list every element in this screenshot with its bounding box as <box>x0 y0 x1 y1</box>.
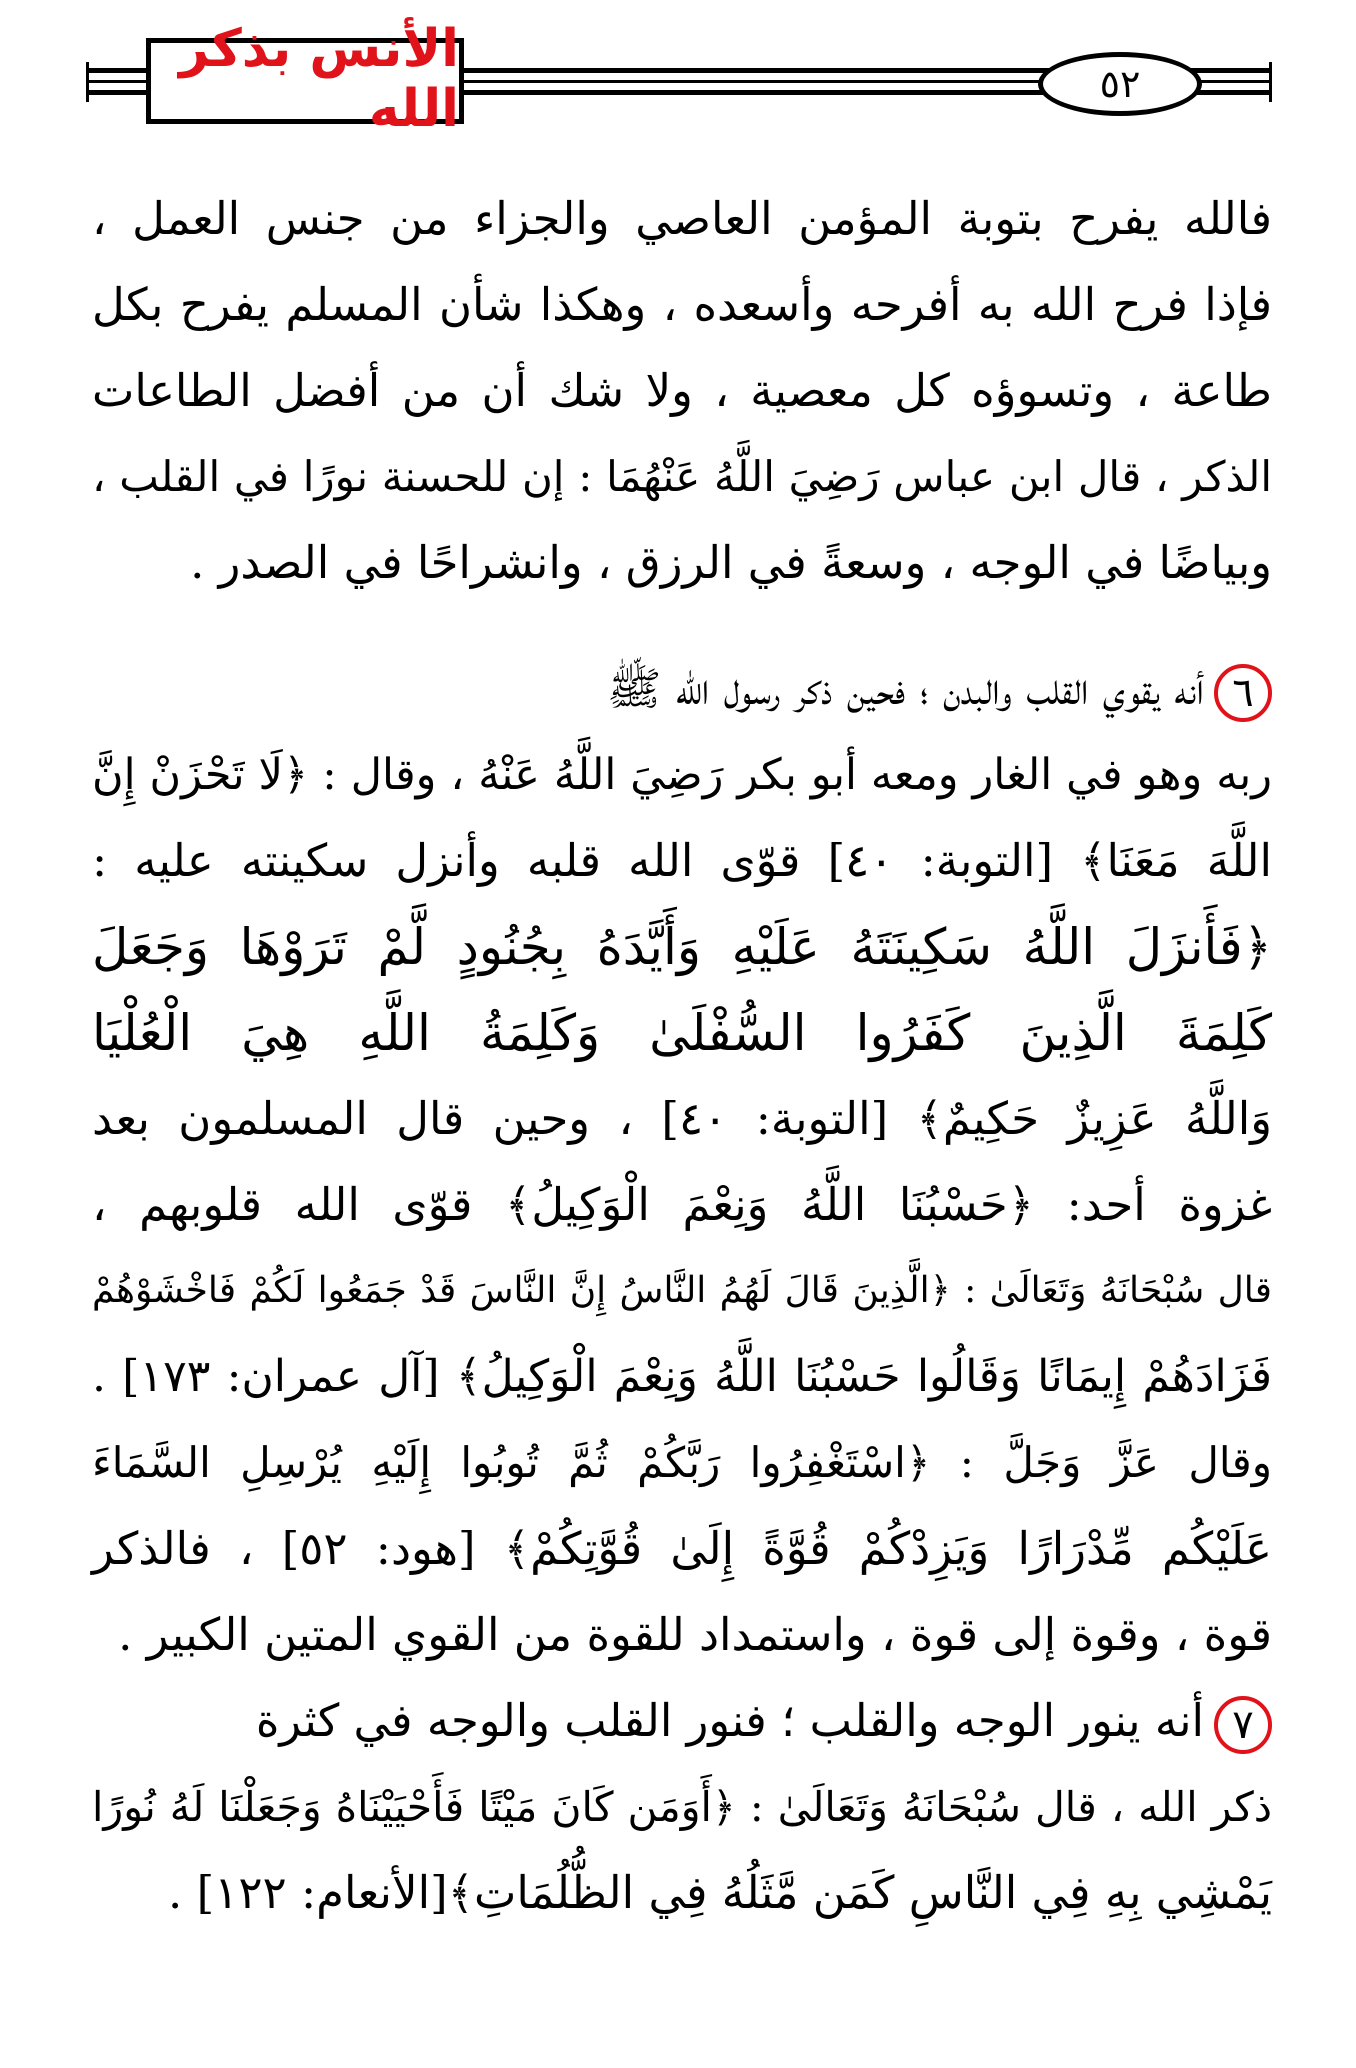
verse-line: ﴿فَأَنزَلَ اللَّهُ سَكِينَتَهُ عَلَيْهِ وَأَيَّدَهُ بِجُنُودٍ لَّمْ تَرَوْهَا وَجَعَلَ <box>92 918 1272 976</box>
header-rule-left-cap <box>86 62 89 102</box>
text-line: وَاللَّهُ عَزِيزٌ حَكِيمٌ﴾ [التوبة: ٤٠] ، وحين قال المسلمون بعد <box>92 1092 1272 1145</box>
text-line: فَزَادَهُمْ إِيمَانًا وَقَالُوا حَسْبُنَا اللَّهُ وَنِعْمَ الْوَكِيلُ﴾ [آل عمران: ١٧٣] . <box>92 1351 1273 1402</box>
text-line: طاعة ، وتسوؤه كل معصية ، ولا شك أن من أفضل الطاعات <box>92 364 1272 417</box>
text-line: فالله يفرح بتوبة المؤمن العاصي والجزاء من جنس العمل ، <box>92 192 1272 245</box>
text-line: ذكر الله ، قال سُبْحَانَهُ وَتَعَالَىٰ : ﴿أَوَمَن كَانَ مَيْتًا فَأَحْيَيْنَاهُ وَجَعَلْنَا لَهُ نُورًا <box>92 1783 1272 1831</box>
text-line: ربه وهو في الغار ومعه أبو بكر رَضِيَ اللَّهُ عَنْهُ ، وقال : ﴿لَا تَحْزَنْ إِنَّ <box>92 750 1272 800</box>
text-line: قوة ، وقوة إلى قوة ، واستمداد للقوة من القوي المتين الكبير . <box>118 1608 1272 1661</box>
text-line: وقال عَزَّ وَجَلَّ : ﴿اسْتَغْفِرُوا رَبَّكُمْ ثُمَّ تُوبُوا إِلَيْهِ يُرْسِلِ السَّمَاءَ <box>92 1438 1272 1487</box>
text-line-numbered <box>92 646 1272 732</box>
text-line: يَمْشِي بِهِ فِي النَّاسِ كَمَن مَّثَلُهُ فِي الظُّلُمَاتِ﴾[الأنعام: ١٢٢] . <box>167 1866 1272 1919</box>
page-number-oval <box>1038 52 1202 116</box>
text-line-numbered <box>92 1678 1272 1764</box>
point-number-7: ٧ <box>1214 1696 1272 1754</box>
page-body <box>92 176 1272 1936</box>
header-rule-right-cap <box>1269 62 1272 102</box>
paragraph-gap <box>92 606 1272 646</box>
text-line: اللَّهَ مَعَنَا﴾ [التوبة: ٤٠] قوّى الله قلبه وأنزل سكينته عليه : <box>92 834 1272 887</box>
text-line: غزوة أحد: ﴿حَسْبُنَا اللَّهُ وَنِعْمَ الْوَكِيلُ﴾ قوّى الله قلوبهم ، <box>92 1178 1272 1231</box>
text-line: الذكر ، قال ابن عباس رَضِيَ اللَّهُ عَنْهُمَا : إن للحسنة نورًا في القلب ، <box>92 452 1272 501</box>
text-line: أنه يقوي القلب والبدن ؛ فحين ذكر رسول الله ﷺ <box>607 662 1204 715</box>
text-line: عَلَيْكُم مِّدْرَارًا وَيَزِدْكُمْ قُوَّةً إِلَىٰ قُوَّتِكُمْ﴾ [هود: ٥٢] ، فالذكر <box>92 1522 1272 1575</box>
verse-line: كَلِمَةَ الَّذِينَ كَفَرُوا السُّفْلَىٰ وَكَلِمَةُ اللَّهِ هِيَ الْعُلْيَا <box>92 1004 1272 1062</box>
book-title: الأنس بذكر الله <box>179 19 459 139</box>
title-box <box>146 19 464 139</box>
paragraph-6 <box>92 646 1272 1678</box>
text-line: قال سُبْحَانَهُ وَتَعَالَىٰ : ﴿الَّذِينَ قَالَ لَهُمُ النَّاسُ إِنَّ النَّاسَ قَدْ جَمَعُوا لَكُمْ فَاخْشَوْهُمْ <box>92 1270 1272 1311</box>
point-number-6: ٦ <box>1214 664 1272 722</box>
text-line: وبياضًا في الوجه ، وسعةً في الرزق ، وانشراحًا في الصدر . <box>190 536 1272 589</box>
paragraph-1 <box>92 176 1272 606</box>
text-line: أنه ينور الوجه والقلب ؛ فنور القلب والوجه في كثرة <box>255 1694 1204 1747</box>
text-line: فإذا فرح الله به أفرحه وأسعده ، وهكذا شأن المسلم يفرح بكل <box>92 278 1272 331</box>
paragraph-7 <box>92 1678 1272 1936</box>
page-number: ٥٢ <box>1099 62 1141 106</box>
